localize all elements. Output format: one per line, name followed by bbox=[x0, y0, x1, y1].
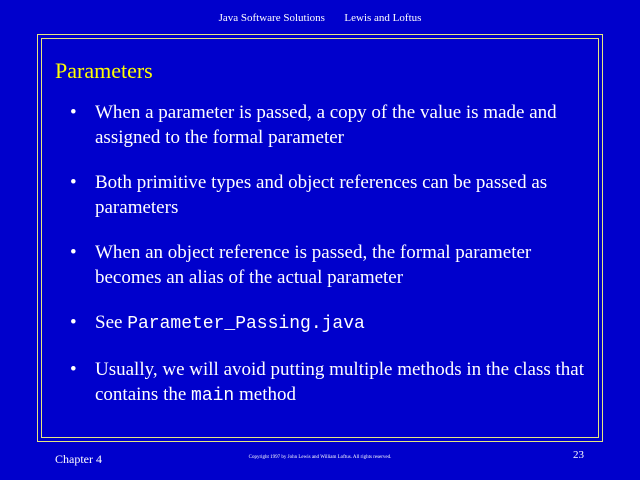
chapter-label: Chapter 4 bbox=[55, 452, 102, 466]
bullet-item bbox=[70, 310, 600, 337]
copyright-notice: Copyright 1997 by John Lewis and William Loftus. All rights reserved. bbox=[248, 455, 392, 460]
bullet-text: When a parameter is passed, a copy of the value is made and assigned to the formal parameter bbox=[95, 102, 557, 148]
bullet-item bbox=[70, 240, 600, 290]
bullet-item bbox=[70, 170, 600, 220]
book-title: Java Software Solutions bbox=[218, 12, 325, 24]
code-filename: Parameter_Passing.java bbox=[127, 314, 365, 334]
bullet-list bbox=[70, 100, 600, 429]
bullet-item bbox=[70, 100, 600, 150]
bullet-item bbox=[70, 357, 600, 409]
bullet-glyph: • bbox=[70, 102, 77, 123]
slide-title: Parameters bbox=[55, 58, 153, 83]
bullet-text: See bbox=[95, 312, 123, 333]
page-number: 23 bbox=[573, 449, 584, 461]
slide-header bbox=[0, 12, 640, 24]
bullet-text-tail: method bbox=[239, 384, 296, 405]
bullet-glyph: • bbox=[70, 359, 77, 380]
code-keyword: main bbox=[191, 386, 235, 406]
bullet-glyph: • bbox=[70, 312, 77, 333]
bullet-text: Usually, we will avoid putting multiple methods in the class that contains the bbox=[95, 359, 585, 405]
bullet-text: When an object reference is passed, the formal parameter becomes an alias of the actual parameter bbox=[95, 242, 532, 288]
bullet-glyph: • bbox=[70, 242, 77, 263]
bullet-glyph: • bbox=[70, 172, 77, 193]
bullet-text: Both primitive types and object references can be passed as parameters bbox=[95, 172, 548, 218]
authors: Lewis and Loftus bbox=[344, 12, 422, 24]
